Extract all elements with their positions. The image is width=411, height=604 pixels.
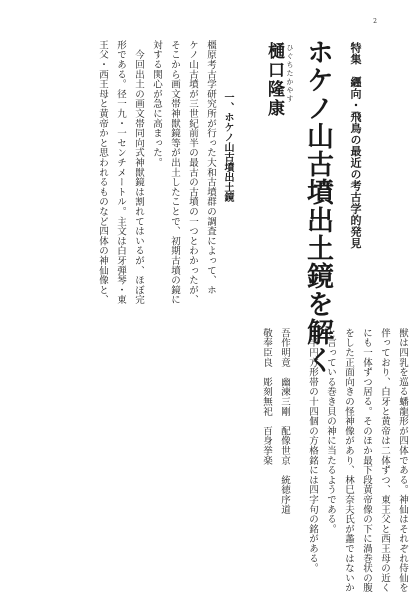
author-name: 樋口隆康 [264, 42, 284, 118]
body-line: ケノ山古墳が三世紀前半の最古の古墳の一つとわかったが、 [187, 40, 198, 305]
body-line: そこから画文帯神獣鏡等が出土したことで、初期古墳の鏡に [169, 40, 180, 305]
series-label: 特集 纒向・飛鳥の最近の考古学的発見 [349, 42, 362, 249]
article-title: ホケノ山古墳出土鏡を解く [302, 38, 333, 374]
inscription-line: 吾作明竟 幽湅三剛 配像世京 統徳序道 [279, 328, 290, 515]
inscription-line: 敬奉臣良 彫刻無祀 百身挙楽 [261, 328, 272, 466]
body-line: 対する関心が急に高まった。 [151, 40, 162, 168]
body-line: をした正面向きの怪神像があり、林巳奈夫氏が蠡ではないか [343, 328, 354, 593]
upper-text-column [0, 40, 219, 320]
body-line: 今回出土の画文帯同向式神獣鏡は割れてはいるが、ほぼ完 [133, 40, 144, 305]
spacer [293, 328, 303, 578]
body-line: と言っている巻き貝の神に当たるようである。 [325, 328, 336, 534]
body-line: 獣は四乳を巡る蟠龍形が四体である。神仙はそれぞれ侍仙を [397, 328, 408, 593]
body-line: 形である。径一九・一センチメートル。主文は白牙弾琴・東 [115, 40, 126, 305]
body-line: 半円方形帯の十四個の方格銘には四字句の銘がある。 [307, 328, 318, 573]
body-line: 王父・西王母と黄帝かと思われるものなど四体の神仙像と、 [97, 40, 108, 305]
body-line: 橿原考古学研究所が行った大和古墳群の調査によって、ホ [205, 40, 216, 295]
author-reading: ひぐちたかやす [286, 44, 294, 104]
page-number: 2 [373, 18, 377, 25]
body-line: にも一体ずつ居る。そのほか最下段黄帝像の下に渦巻状の腹 [361, 328, 372, 593]
body-line: 伴っており、白牙と黄帝は二体ずつ、東王父と西王母の近く [379, 328, 390, 593]
section-heading: 一、ホケノ山古墳出土鏡 [222, 92, 233, 202]
lower-text-column [21, 328, 411, 593]
